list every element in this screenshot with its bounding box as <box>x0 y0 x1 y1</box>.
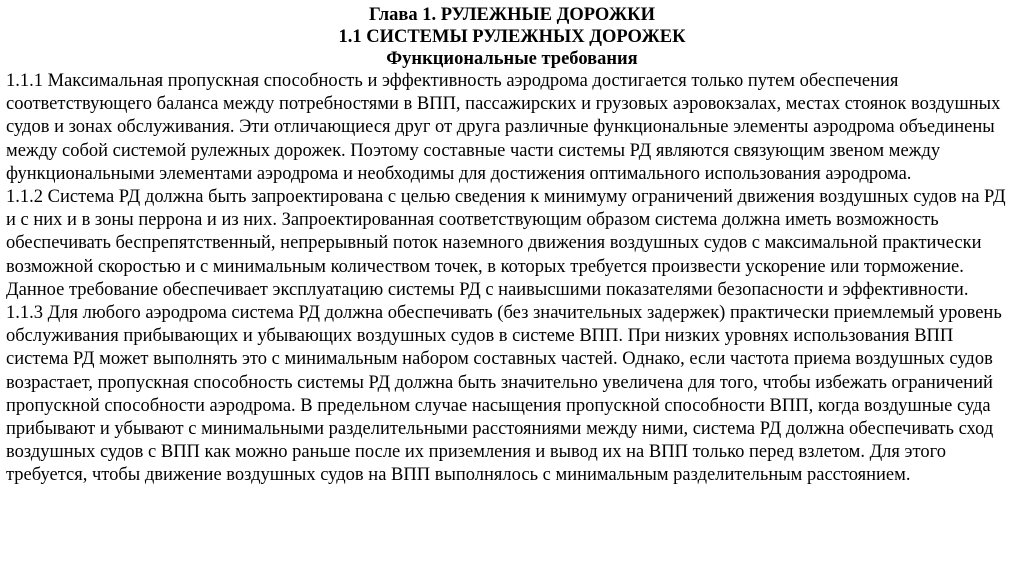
section-title: 1.1 СИСТЕМЫ РУЛЕЖНЫХ ДОРОЖЕК <box>338 27 686 47</box>
subsection-title: Функциональные требования <box>386 49 638 69</box>
paragraph-1-1-3: 1.1.3 Для любого аэродрома система РД должна обеспечивать (без значительных задержек) практически приемлемый уровень обслуживания прибывающих и убывающих воздушных судов в системе ВПП. При низких уровнях использования ВПП система РД может выполнять это с минимальным набором составных частей. Однако, если частота приема воздушных судов возрастает, пропускная способность системы РД должна быть значительно увеличена для того, чтобы избежать ограничений пропускной способности аэродрома. В предельном случае насыщения пропускной способности ВПП, когда воздушные суда прибывают и убывают с минимальными разделительными расстояниями между ними, система РД должна обеспечивать сход воздушных судов с ВПП как можно раньше после их приземления и вывод их на ВПП только перед взлетом. Для этого требуется, чтобы движение воздушных судов на ВПП выполнялось с минимальным разделительным расстоянием. <box>6 303 1002 486</box>
chapter-title: Глава 1. РУЛЕЖНЫЕ ДОРОЖКИ <box>369 5 655 25</box>
paragraph-1-1-2: 1.1.2 Система РД должна быть запроектирована с целью сведения к минимуму ограничений движения воздушных судов на РД и с них и в зоны перрона и из них. Запроектированная соответствующим образом система должна иметь возможность обеспечивать беспрепятственный, непрерывный поток наземного движения воздушных судов с максимальной практически возможной скоростью и с минимальным количеством точек, в которых требуется произвести ускорение или торможение. Данное требование обеспечивает эксплуатацию системы РД с наивысшими показателями безопасности и эффективности. <box>6 187 1006 300</box>
paragraph-1-1-1: 1.1.1 Максимальная пропускная способность и эффективность аэродрома достигается только путем обеспечения соответствующего баланса между потребностями в ВПП, пассажирских и грузовых аэровокзалах, местах стоянок воздушных судов и зонах обслуживания. Эти отличающиеся друг от друга различные функциональные элементы аэродрома объединены между собой системой рулежных дорожек. Поэтому составные части системы РД являются связующим звеном между функциональными элементами аэродрома и необходимы для достижения оптимального использования аэродрома. <box>6 71 1001 184</box>
